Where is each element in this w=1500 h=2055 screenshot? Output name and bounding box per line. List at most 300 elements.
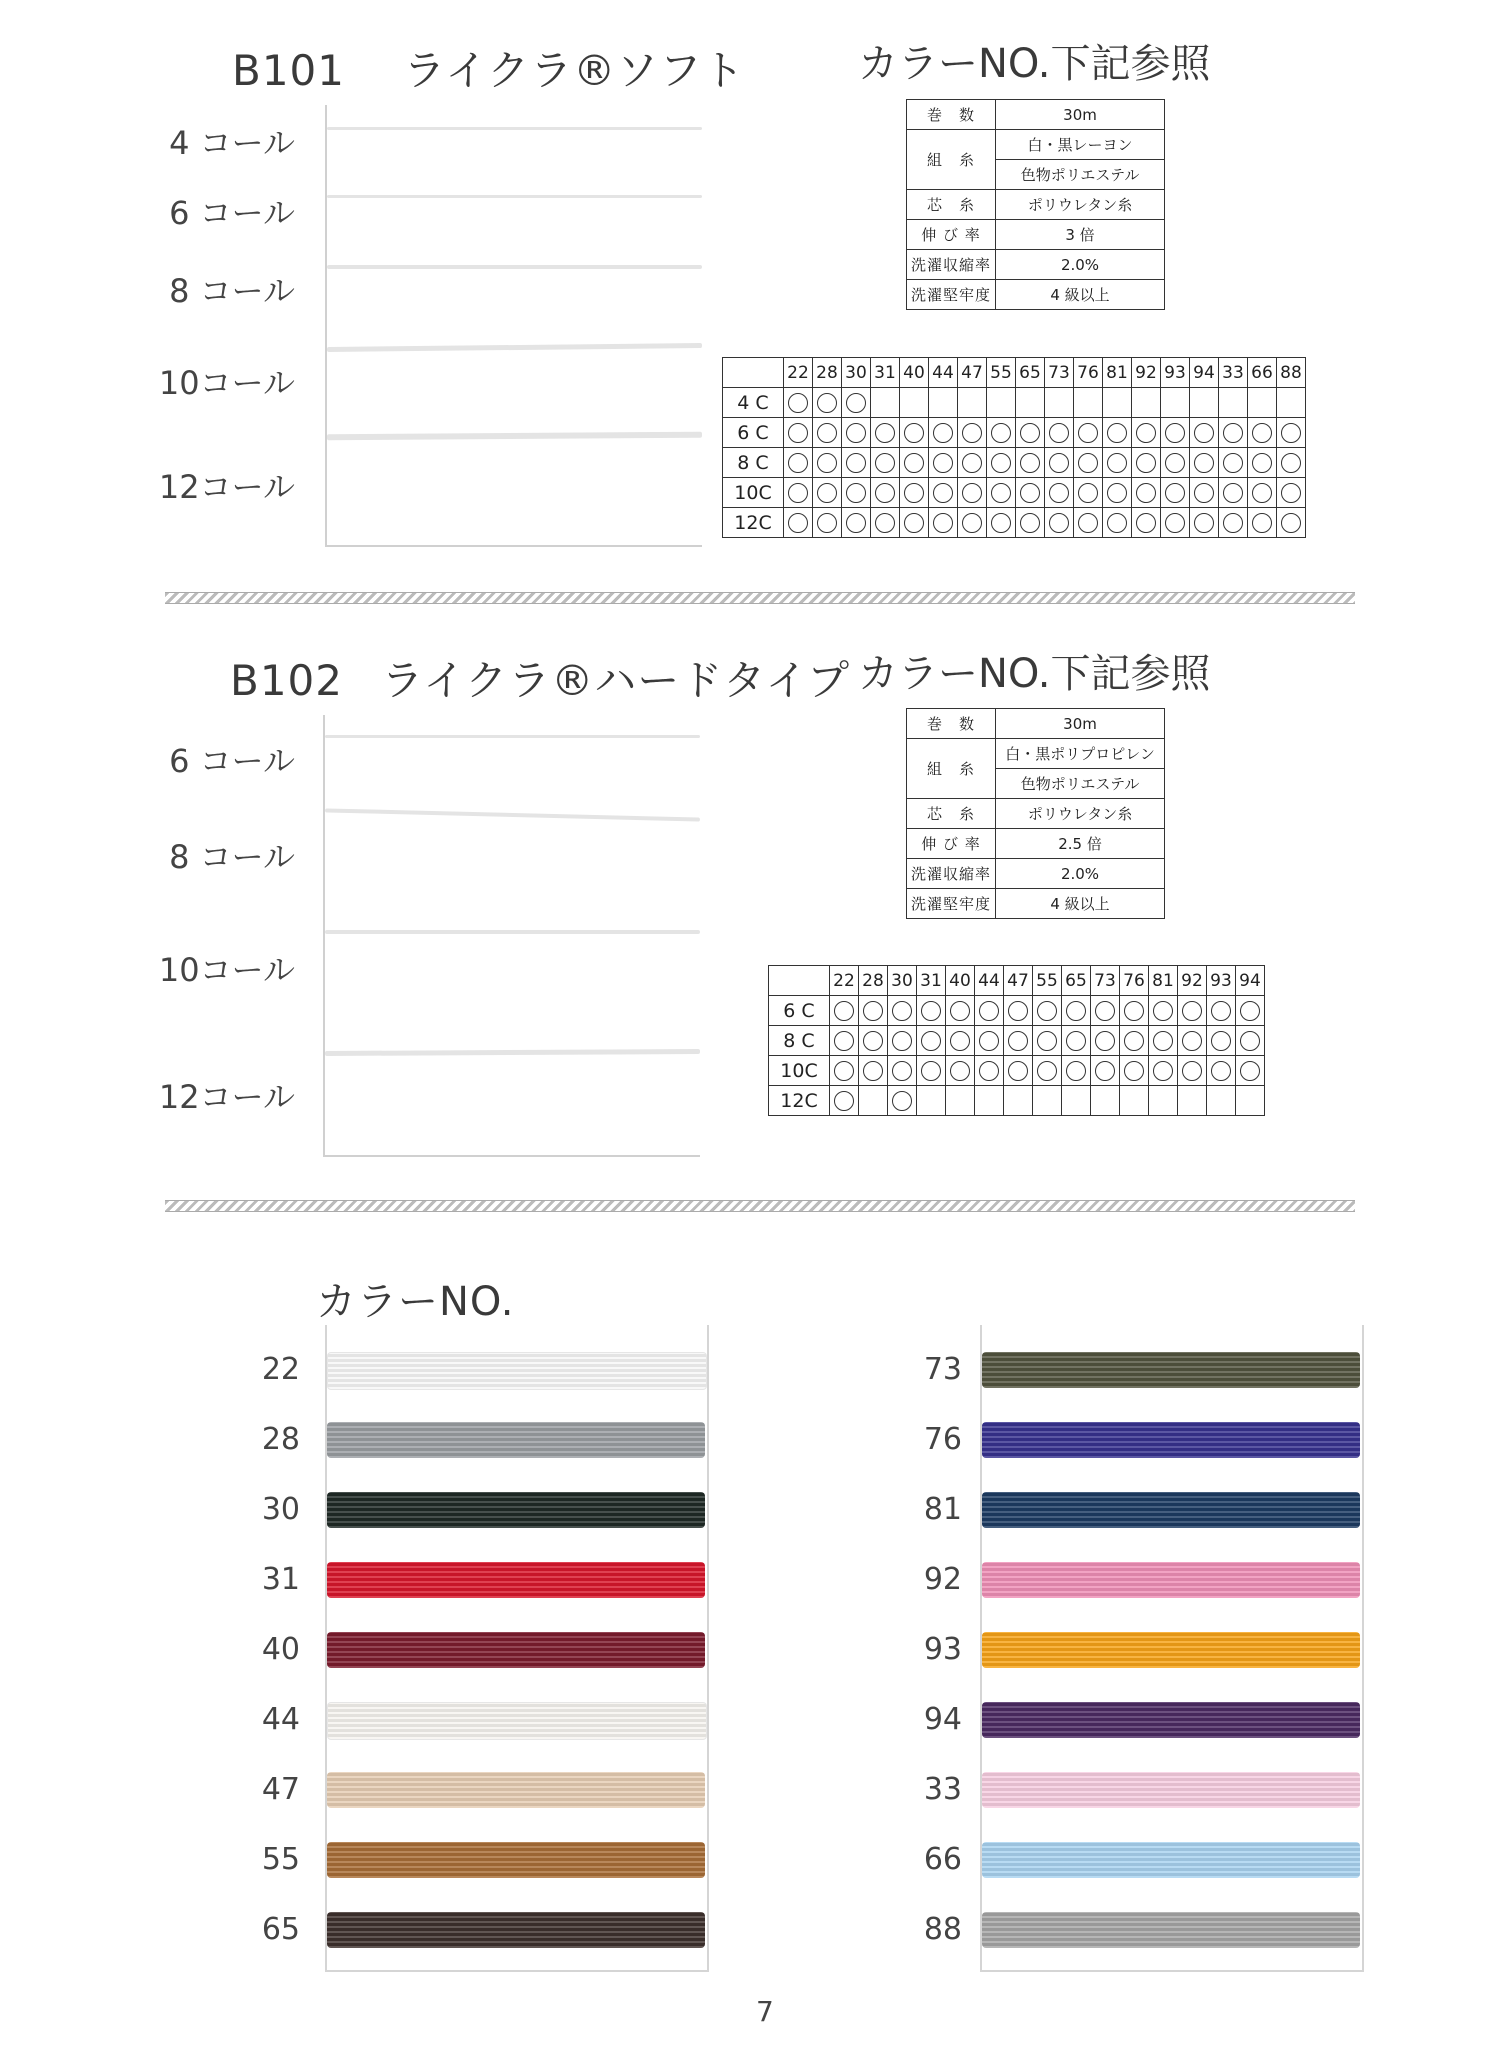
grid-cell bbox=[1033, 1056, 1062, 1086]
spec-value: 2.0% bbox=[996, 859, 1165, 889]
available-circle-icon bbox=[1165, 423, 1185, 443]
grid-row bbox=[723, 418, 1306, 448]
grid-cell bbox=[900, 388, 929, 418]
available-circle-icon bbox=[892, 1001, 912, 1021]
grid-cell bbox=[1016, 508, 1045, 538]
available-circle-icon bbox=[875, 513, 895, 533]
grid-color-header: 93 bbox=[1207, 966, 1236, 996]
available-circle-icon bbox=[1240, 1031, 1260, 1051]
grid-cell bbox=[888, 1056, 917, 1086]
grid-cell bbox=[1161, 508, 1190, 538]
grid-cell bbox=[1045, 448, 1074, 478]
grid-cell bbox=[1074, 388, 1103, 418]
b101-code: B101 bbox=[232, 46, 345, 95]
available-circle-icon bbox=[834, 1001, 854, 1021]
grid-cell bbox=[1161, 418, 1190, 448]
b102-size-label: 10コール bbox=[158, 951, 295, 989]
color-number-label: 55 bbox=[261, 1842, 300, 1877]
elastic-tape-swatch bbox=[327, 1842, 705, 1878]
grid-cell bbox=[1190, 388, 1219, 418]
grid-cell bbox=[1219, 448, 1248, 478]
available-circle-icon bbox=[1107, 453, 1127, 473]
grid-cell bbox=[1236, 996, 1265, 1026]
available-circle-icon bbox=[921, 1001, 941, 1021]
spec-value: 30m bbox=[996, 709, 1165, 739]
available-circle-icon bbox=[1008, 1031, 1028, 1051]
grid-cell bbox=[842, 418, 871, 448]
grid-cell bbox=[813, 508, 842, 538]
elastic-tape-swatch bbox=[982, 1912, 1360, 1948]
grid-cell bbox=[842, 508, 871, 538]
grid-cell bbox=[1190, 448, 1219, 478]
grid-cell bbox=[1091, 1056, 1120, 1086]
spec-value: 4 級以上 bbox=[996, 280, 1165, 310]
available-circle-icon bbox=[1252, 513, 1272, 533]
available-circle-icon bbox=[788, 453, 808, 473]
b102-color-availability-table bbox=[768, 965, 1265, 1116]
grid-cell bbox=[917, 996, 946, 1026]
grid-cell bbox=[1161, 478, 1190, 508]
grid-color-header: 40 bbox=[900, 358, 929, 388]
grid-cell bbox=[1149, 1056, 1178, 1086]
available-circle-icon bbox=[1211, 1031, 1231, 1051]
available-circle-icon bbox=[863, 1031, 883, 1051]
elastic-tape-swatch bbox=[327, 1632, 705, 1668]
available-circle-icon bbox=[933, 513, 953, 533]
spec-label: 洗濯収縮率 bbox=[907, 250, 996, 280]
grid-cell bbox=[1103, 448, 1132, 478]
available-circle-icon bbox=[962, 513, 982, 533]
grid-row bbox=[769, 1086, 1265, 1116]
grid-cell bbox=[900, 478, 929, 508]
b102-size-label: 12コール bbox=[158, 1078, 295, 1116]
grid-cell bbox=[900, 448, 929, 478]
available-circle-icon bbox=[875, 423, 895, 443]
grid-color-header: 93 bbox=[1161, 358, 1190, 388]
available-circle-icon bbox=[892, 1061, 912, 1081]
color-number-label: 33 bbox=[923, 1772, 962, 1807]
available-circle-icon bbox=[1107, 483, 1127, 503]
grid-cell bbox=[871, 418, 900, 448]
b102-sample-image bbox=[323, 715, 700, 1157]
grid-color-header: 73 bbox=[1045, 358, 1074, 388]
available-circle-icon bbox=[788, 513, 808, 533]
available-circle-icon bbox=[933, 483, 953, 503]
grid-cell bbox=[975, 996, 1004, 1026]
grid-cell bbox=[1178, 996, 1207, 1026]
available-circle-icon bbox=[1194, 513, 1214, 533]
available-circle-icon bbox=[817, 393, 837, 413]
available-circle-icon bbox=[991, 513, 1011, 533]
grid-cell bbox=[859, 996, 888, 1026]
grid-color-header: 94 bbox=[1236, 966, 1265, 996]
grid-cell bbox=[1190, 478, 1219, 508]
grid-cell bbox=[1248, 508, 1277, 538]
grid-color-header: 73 bbox=[1091, 966, 1120, 996]
elastic-tape-swatch bbox=[982, 1562, 1360, 1598]
available-circle-icon bbox=[1211, 1001, 1231, 1021]
available-circle-icon bbox=[1066, 1031, 1086, 1051]
grid-cell bbox=[1178, 1056, 1207, 1086]
available-circle-icon bbox=[1078, 483, 1098, 503]
grid-cell bbox=[1016, 388, 1045, 418]
grid-cell bbox=[958, 478, 987, 508]
grid-color-header: 31 bbox=[917, 966, 946, 996]
grid-cell bbox=[929, 508, 958, 538]
elastic-tape-swatch bbox=[327, 1422, 705, 1458]
available-circle-icon bbox=[950, 1031, 970, 1051]
available-circle-icon bbox=[1252, 423, 1272, 443]
grid-cell bbox=[900, 418, 929, 448]
available-circle-icon bbox=[1095, 1031, 1115, 1051]
grid-cell bbox=[1190, 508, 1219, 538]
grid-row bbox=[723, 508, 1306, 538]
grid-cell bbox=[1062, 1026, 1091, 1056]
grid-size-label: 12C bbox=[723, 508, 784, 538]
grid-cell bbox=[871, 478, 900, 508]
grid-color-header: 47 bbox=[1004, 966, 1033, 996]
grid-cell bbox=[1016, 448, 1045, 478]
available-circle-icon bbox=[1049, 483, 1069, 503]
grid-cell bbox=[1103, 508, 1132, 538]
available-circle-icon bbox=[863, 1061, 883, 1081]
grid-cell bbox=[917, 1086, 946, 1116]
grid-cell bbox=[1103, 418, 1132, 448]
grid-cell bbox=[1132, 418, 1161, 448]
grid-cell bbox=[1161, 388, 1190, 418]
grid-cell bbox=[1120, 996, 1149, 1026]
grid-cell bbox=[830, 996, 859, 1026]
grid-cell bbox=[842, 448, 871, 478]
grid-row bbox=[769, 1056, 1265, 1086]
b101-spec-table bbox=[906, 99, 1165, 310]
grid-size-label: 6 C bbox=[769, 996, 830, 1026]
swatch-section-title: カラーNO. bbox=[316, 1279, 515, 1325]
grid-color-header: 65 bbox=[1062, 966, 1091, 996]
grid-cell bbox=[859, 1026, 888, 1056]
color-number-label: 93 bbox=[923, 1632, 962, 1667]
grid-color-header: 65 bbox=[1016, 358, 1045, 388]
available-circle-icon bbox=[846, 483, 866, 503]
available-circle-icon bbox=[1182, 1061, 1202, 1081]
grid-cell bbox=[929, 388, 958, 418]
available-circle-icon bbox=[1182, 1001, 1202, 1021]
grid-cell bbox=[1219, 478, 1248, 508]
grid-cell bbox=[946, 1086, 975, 1116]
color-number-label: 22 bbox=[261, 1352, 300, 1387]
grid-cell bbox=[1132, 448, 1161, 478]
grid-cell bbox=[1190, 418, 1219, 448]
grid-cell bbox=[1004, 1086, 1033, 1116]
grid-cell bbox=[871, 508, 900, 538]
section-divider bbox=[165, 592, 1355, 604]
grid-corner bbox=[723, 358, 784, 388]
elastic-tape-swatch bbox=[327, 1562, 705, 1598]
grid-cell bbox=[975, 1056, 1004, 1086]
grid-cell bbox=[888, 1026, 917, 1056]
b102-size-label: 8 コール bbox=[169, 838, 295, 876]
grid-color-header: 94 bbox=[1190, 358, 1219, 388]
grid-cell bbox=[917, 1026, 946, 1056]
spec-label: 芯 糸 bbox=[907, 799, 996, 829]
available-circle-icon bbox=[1281, 483, 1301, 503]
grid-cell bbox=[1004, 996, 1033, 1026]
available-circle-icon bbox=[1281, 453, 1301, 473]
cord-sample bbox=[325, 1049, 700, 1056]
grid-cell bbox=[1236, 1026, 1265, 1056]
available-circle-icon bbox=[1194, 453, 1214, 473]
grid-cell bbox=[1033, 1026, 1062, 1056]
grid-cell bbox=[987, 448, 1016, 478]
cord-sample bbox=[325, 930, 700, 934]
available-circle-icon bbox=[1223, 453, 1243, 473]
grid-cell bbox=[1045, 478, 1074, 508]
grid-cell bbox=[784, 418, 813, 448]
spec-value: 白・黒レーヨン bbox=[996, 130, 1165, 160]
color-number-label: 47 bbox=[261, 1772, 300, 1807]
color-number-label: 28 bbox=[261, 1422, 300, 1457]
available-circle-icon bbox=[991, 423, 1011, 443]
grid-color-header: 22 bbox=[830, 966, 859, 996]
color-number-label: 81 bbox=[923, 1492, 962, 1527]
available-circle-icon bbox=[962, 483, 982, 503]
available-circle-icon bbox=[1020, 513, 1040, 533]
spec-value: 30m bbox=[996, 100, 1165, 130]
grid-cell bbox=[1219, 508, 1248, 538]
b102-spec-table bbox=[906, 708, 1165, 919]
elastic-tape-swatch bbox=[982, 1842, 1360, 1878]
grid-cell bbox=[900, 508, 929, 538]
grid-cell bbox=[1178, 1086, 1207, 1116]
spec-value: 2.5 倍 bbox=[996, 829, 1165, 859]
available-circle-icon bbox=[1136, 423, 1156, 443]
spec-label: 組 糸 bbox=[907, 130, 996, 190]
available-circle-icon bbox=[892, 1091, 912, 1111]
grid-size-label: 4 C bbox=[723, 388, 784, 418]
available-circle-icon bbox=[1165, 453, 1185, 473]
grid-cell bbox=[1120, 1056, 1149, 1086]
grid-cell bbox=[842, 388, 871, 418]
elastic-tape-swatch bbox=[327, 1702, 707, 1740]
grid-cell bbox=[946, 1026, 975, 1056]
b101-title bbox=[232, 38, 745, 98]
available-circle-icon bbox=[1008, 1061, 1028, 1081]
b102-code: B102 bbox=[230, 656, 343, 705]
grid-cell bbox=[1062, 1086, 1091, 1116]
grid-cell bbox=[1207, 996, 1236, 1026]
grid-cell bbox=[1132, 388, 1161, 418]
grid-color-header: 76 bbox=[1120, 966, 1149, 996]
elastic-tape-swatch bbox=[982, 1352, 1360, 1388]
cord-sample bbox=[327, 127, 702, 130]
color-number-label: 76 bbox=[923, 1422, 962, 1457]
elastic-tape-swatch bbox=[982, 1702, 1360, 1738]
grid-cell bbox=[888, 1086, 917, 1116]
grid-cell bbox=[830, 1056, 859, 1086]
grid-cell bbox=[987, 418, 1016, 448]
available-circle-icon bbox=[1194, 423, 1214, 443]
spec-value: 3 倍 bbox=[996, 220, 1165, 250]
grid-cell bbox=[1045, 508, 1074, 538]
grid-cell bbox=[813, 388, 842, 418]
available-circle-icon bbox=[875, 483, 895, 503]
available-circle-icon bbox=[1124, 1061, 1144, 1081]
available-circle-icon bbox=[1223, 423, 1243, 443]
color-number-label: 66 bbox=[923, 1842, 962, 1877]
available-circle-icon bbox=[1078, 513, 1098, 533]
grid-cell bbox=[1236, 1086, 1265, 1116]
available-circle-icon bbox=[1020, 453, 1040, 473]
spec-value: 色物ポリエステル bbox=[996, 160, 1165, 190]
available-circle-icon bbox=[950, 1001, 970, 1021]
available-circle-icon bbox=[1194, 483, 1214, 503]
grid-color-header: 92 bbox=[1132, 358, 1161, 388]
available-circle-icon bbox=[1037, 1001, 1057, 1021]
spec-label: 洗濯堅牢度 bbox=[907, 889, 996, 919]
grid-cell bbox=[1219, 388, 1248, 418]
available-circle-icon bbox=[1223, 513, 1243, 533]
available-circle-icon bbox=[1252, 453, 1272, 473]
grid-cell bbox=[859, 1056, 888, 1086]
grid-cell bbox=[958, 388, 987, 418]
grid-cell bbox=[1277, 388, 1306, 418]
grid-cell bbox=[1161, 448, 1190, 478]
grid-cell bbox=[1277, 418, 1306, 448]
available-circle-icon bbox=[1078, 453, 1098, 473]
grid-cell bbox=[1045, 418, 1074, 448]
grid-size-label: 10C bbox=[769, 1056, 830, 1086]
available-circle-icon bbox=[979, 1001, 999, 1021]
grid-cell bbox=[784, 508, 813, 538]
available-circle-icon bbox=[1078, 423, 1098, 443]
available-circle-icon bbox=[1252, 483, 1272, 503]
grid-cell bbox=[917, 1056, 946, 1086]
available-circle-icon bbox=[1008, 1001, 1028, 1021]
elastic-tape-swatch bbox=[327, 1772, 705, 1808]
elastic-tape-swatch bbox=[982, 1422, 1360, 1458]
cord-sample bbox=[327, 195, 702, 198]
available-circle-icon bbox=[1240, 1001, 1260, 1021]
grid-cell bbox=[1062, 996, 1091, 1026]
grid-row bbox=[723, 448, 1306, 478]
b101-color-availability-table bbox=[722, 357, 1306, 538]
grid-cell bbox=[1149, 996, 1178, 1026]
b101-size-label: 6 コール bbox=[169, 194, 295, 232]
available-circle-icon bbox=[1281, 423, 1301, 443]
available-circle-icon bbox=[904, 483, 924, 503]
grid-color-header: 66 bbox=[1248, 358, 1277, 388]
available-circle-icon bbox=[1066, 1061, 1086, 1081]
grid-color-header: 40 bbox=[946, 966, 975, 996]
grid-color-header: 33 bbox=[1219, 358, 1248, 388]
b101-sample-image bbox=[325, 105, 702, 547]
available-circle-icon bbox=[788, 483, 808, 503]
elastic-tape-swatch bbox=[982, 1772, 1360, 1808]
grid-cell bbox=[1207, 1026, 1236, 1056]
color-number-label: 73 bbox=[923, 1352, 962, 1387]
cord-sample bbox=[325, 735, 700, 738]
grid-row bbox=[769, 1026, 1265, 1056]
grid-cell bbox=[946, 996, 975, 1026]
grid-cell bbox=[888, 996, 917, 1026]
cord-sample bbox=[327, 432, 702, 441]
grid-color-header: 55 bbox=[987, 358, 1016, 388]
available-circle-icon bbox=[904, 513, 924, 533]
grid-cell bbox=[1004, 1056, 1033, 1086]
b101-size-label: 10コール bbox=[158, 364, 295, 402]
available-circle-icon bbox=[1136, 453, 1156, 473]
color-number-label: 31 bbox=[261, 1562, 300, 1597]
grid-cell bbox=[1120, 1026, 1149, 1056]
b102-title bbox=[230, 648, 850, 708]
available-circle-icon bbox=[1136, 483, 1156, 503]
available-circle-icon bbox=[1095, 1061, 1115, 1081]
b102-size-label: 6 コール bbox=[169, 742, 295, 780]
grid-cell bbox=[784, 478, 813, 508]
available-circle-icon bbox=[991, 453, 1011, 473]
available-circle-icon bbox=[1049, 513, 1069, 533]
grid-cell bbox=[1062, 1056, 1091, 1086]
spec-label: 洗濯堅牢度 bbox=[907, 280, 996, 310]
grid-cell bbox=[975, 1026, 1004, 1056]
color-number-label: 65 bbox=[261, 1912, 300, 1947]
available-circle-icon bbox=[1049, 423, 1069, 443]
available-circle-icon bbox=[1182, 1031, 1202, 1051]
available-circle-icon bbox=[846, 423, 866, 443]
grid-cell bbox=[871, 448, 900, 478]
grid-size-label: 12C bbox=[769, 1086, 830, 1116]
available-circle-icon bbox=[863, 1001, 883, 1021]
grid-cell bbox=[1248, 418, 1277, 448]
cord-sample bbox=[325, 808, 700, 821]
spec-value: ポリウレタン糸 bbox=[996, 799, 1165, 829]
spec-label: 巻 数 bbox=[907, 100, 996, 130]
available-circle-icon bbox=[1153, 1061, 1173, 1081]
cord-sample bbox=[327, 343, 702, 352]
grid-cell bbox=[1091, 1026, 1120, 1056]
spec-value: 4 級以上 bbox=[996, 889, 1165, 919]
b102-name: ライクラ®ハードタイプ bbox=[381, 656, 851, 705]
grid-cell bbox=[859, 1086, 888, 1116]
spec-label: 組 糸 bbox=[907, 739, 996, 799]
grid-cell bbox=[1074, 418, 1103, 448]
grid-cell bbox=[1074, 448, 1103, 478]
available-circle-icon bbox=[1240, 1061, 1260, 1081]
available-circle-icon bbox=[875, 453, 895, 473]
elastic-tape-swatch bbox=[982, 1632, 1360, 1668]
available-circle-icon bbox=[933, 423, 953, 443]
available-circle-icon bbox=[979, 1031, 999, 1051]
grid-cell bbox=[1120, 1086, 1149, 1116]
grid-cell bbox=[1277, 448, 1306, 478]
available-circle-icon bbox=[834, 1031, 854, 1051]
available-circle-icon bbox=[1037, 1031, 1057, 1051]
grid-cell bbox=[946, 1056, 975, 1086]
elastic-tape-swatch bbox=[327, 1352, 707, 1390]
grid-color-header: 28 bbox=[859, 966, 888, 996]
available-circle-icon bbox=[817, 513, 837, 533]
available-circle-icon bbox=[1223, 483, 1243, 503]
grid-color-header: 30 bbox=[888, 966, 917, 996]
spec-label: 伸 び 率 bbox=[907, 829, 996, 859]
grid-cell bbox=[958, 448, 987, 478]
grid-size-label: 10C bbox=[723, 478, 784, 508]
grid-cell bbox=[830, 1086, 859, 1116]
grid-color-header: 31 bbox=[871, 358, 900, 388]
b101-color-ref: カラーNO.下記参照 bbox=[858, 41, 1211, 87]
elastic-tape-swatch bbox=[327, 1492, 705, 1528]
grid-cell bbox=[813, 448, 842, 478]
